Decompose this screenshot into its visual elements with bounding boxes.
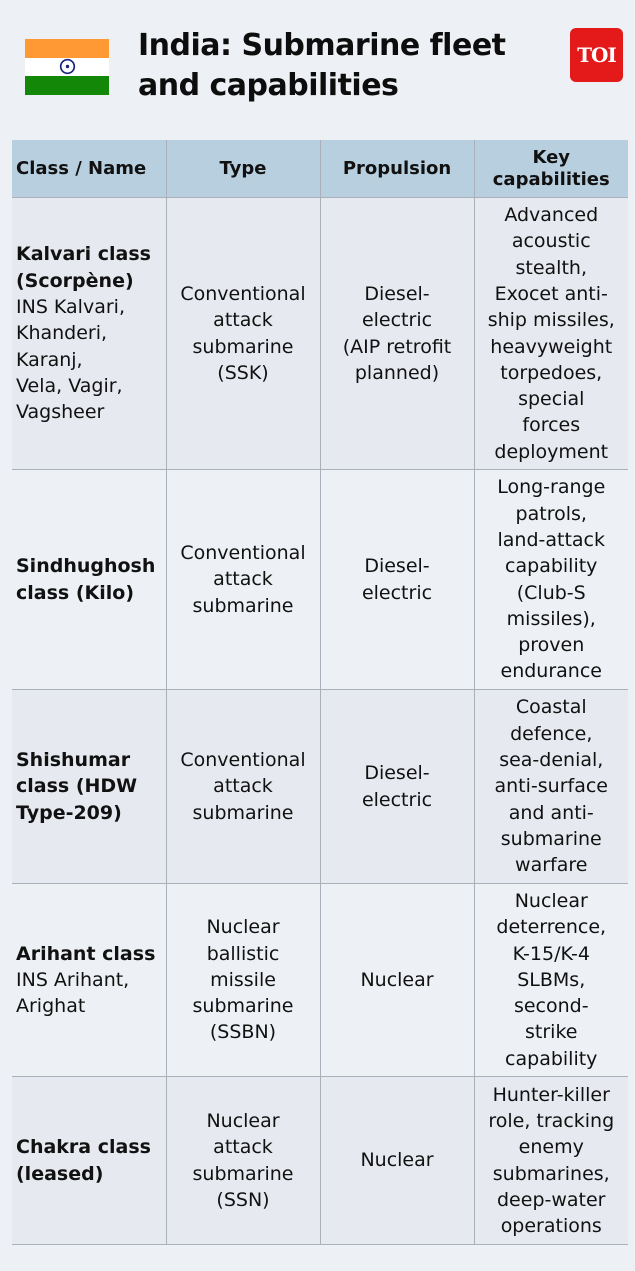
class-name: Sindhughosh class (Kilo) [16,555,156,604]
table-row [12,884,628,1077]
table-row [12,1077,628,1245]
propulsion-cell: Nuclear [320,884,474,1077]
capabilities-cell: Advanced acoustic stealth, Exocet anti- ship missiles, heavyweight torpedoes, special forces deployment [474,198,628,470]
india-flag-icon [25,39,109,95]
propulsion-cell: Diesel- electric [320,690,474,884]
submarine-table [12,140,628,1245]
class-cell [12,1077,166,1245]
class-cell [12,884,166,1077]
ashoka-chakra-icon [59,58,76,75]
type-cell: Conventional attack submarine (SSK) [166,198,320,470]
class-name: Arihant class [16,942,156,965]
class-name: Shishumar class (HDW Type-209) [16,749,138,824]
capabilities-cell: Coastal defence, sea-denial, anti-surface and anti- submarine warfare [474,690,628,884]
type-cell: Nuclear ballistic missile submarine (SSBN) [166,884,320,1077]
type-cell: Conventional attack submarine [166,470,320,690]
class-cell [12,690,166,884]
toi-logo: TOI [570,28,623,82]
column-header-propulsion: Propulsion [320,140,474,198]
propulsion-cell: Nuclear [320,1077,474,1245]
type-cell: Nuclear attack submarine (SSN) [166,1077,320,1245]
table-header [12,140,628,198]
column-header-type: Type [166,140,320,198]
table-row [12,198,628,470]
class-cell [12,198,166,470]
page-title: India: Submarine fleet and capabilities [138,28,506,103]
capabilities-cell: Hunter-killer role, tracking enemy submarines, deep-water operations [474,1077,628,1245]
class-name: Chakra class (leased) [16,1136,151,1185]
capabilities-cell: Long-range patrols, land-attack capability (Club-S missiles), proven endurance [474,470,628,690]
vessel-names: INS Arihant, Arighat [16,968,130,1018]
vessel-names: INS Kalvari, Khanderi, Karanj, Vela, Vagir, Vagsheer [16,296,125,424]
class-name: Kalvari class (Scorpène) [16,243,151,292]
class-cell [12,470,166,690]
type-cell: Conventional attack submarine [166,690,320,884]
table-row [12,690,628,884]
table-row [12,470,628,690]
column-header-capabilities: Key capabilities [474,140,628,198]
column-header-class: Class / Name [12,140,166,198]
propulsion-cell: Diesel- electric [320,470,474,690]
capabilities-cell: Nuclear deterrence, K-15/K-4 SLBMs, second- strike capability [474,884,628,1077]
propulsion-cell: Diesel- electric (AIP retrofit planned) [320,198,474,470]
